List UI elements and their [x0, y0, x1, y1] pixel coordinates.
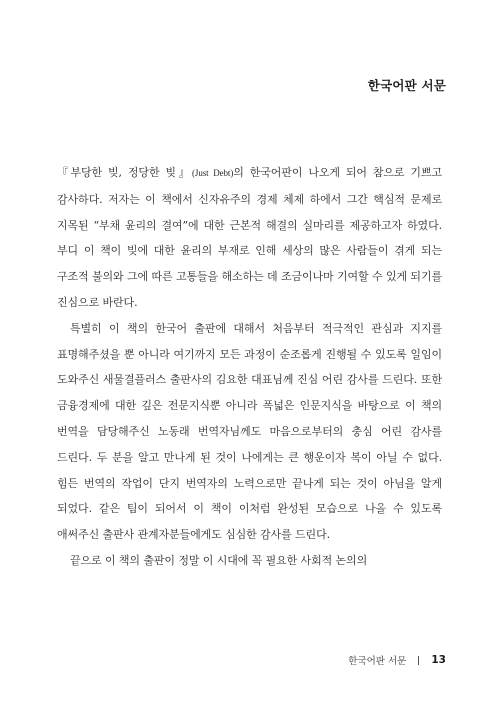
- body-text: [57, 160, 442, 574]
- page-footer: [348, 653, 446, 667]
- page-number: 13: [431, 654, 446, 666]
- paragraph-2: 특별히 이 책의 한국어 출판에 대해서 처음부터 적극적인 관심과 지지를 표명해주셨을 뿐 아니라 여기까지 모든 과정이 순조롭게 진행될 수 있도록 일임이 도와주신 새물결플러스 출판사의 김요한 대표님께 진심 어린 감사를 드린다. 또한 금융경제에 대한 깊은 전문지식뿐 아니라 폭넓은 인문지식을 바탕으로 이 책의 번역을 담당해주신 노동래 번역자님께도 마음으로부터의 충심 어린 감사를 드린다. 두 분을 알고 만나게 된 것이 나에게는 큰 행운이자 복이 아닐 수 없다. 힘든 번역의 작업이 단지 번역자의 노력으로만 끝나게 되는 것이 아님을 알게 되었다. 같은 팀이 되어서 이 책이 이처럼 완성된 모습으로 나올 수 있도록 애써주신 출판사 관계자분들에게도 심심한 감사를 드린다.: [57, 321, 442, 542]
- open-bracket: 『: [57, 166, 71, 179]
- paragraph-1: [57, 160, 442, 316]
- running-title: 한국어판 서문: [348, 656, 407, 667]
- book-title-english: (Just Debt): [192, 168, 234, 178]
- footer-separator: [418, 656, 419, 665]
- paragraph-1-text: 의 한국어판이 나오게 되어 참으로 기쁘고 감사하다. 저자는 이 책에서 신자유주의 경제 체제 하에서 그간 핵심적 문제로 지목된 “부채 윤리의 결여”에 대한 근본적 해결의 실마리를 제공하고자 하였다. 부디 이 책이 빚에 대한 윤리의 부재로 인해 세상의 많은 사람들이 겪게 되는 구조적 불의와 그에 따른 고통들을 해소하는 데 조금이나마 기여할 수 있게 되기를 진심으로 바란다.: [57, 166, 442, 309]
- book-title-korean: 부당한 빚, 정당한 빚: [70, 166, 176, 179]
- close-bracket: 』: [175, 166, 193, 179]
- paragraph-3: 끝으로 이 책의 출판이 정말 이 시대에 꼭 필요한 사회적 논의의: [70, 553, 368, 567]
- page-title: 한국어판 서문: [367, 78, 446, 93]
